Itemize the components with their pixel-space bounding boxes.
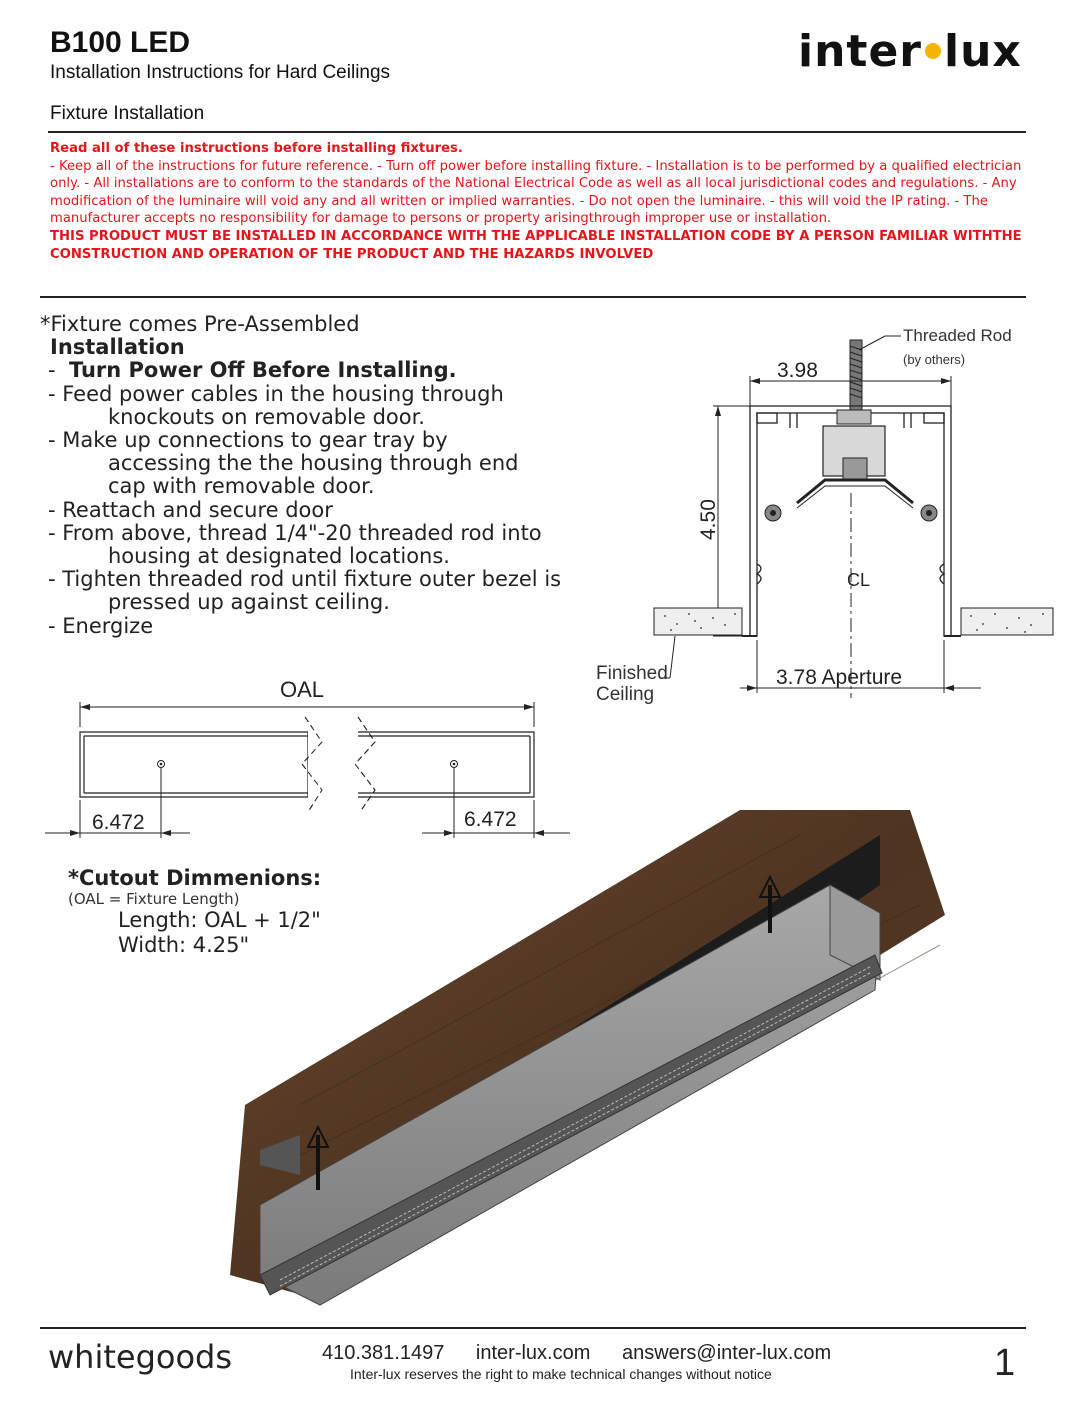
logo-left: inter <box>798 26 922 77</box>
section-drawing <box>585 318 1055 713</box>
whitegoods-brand: whitegoods <box>48 1338 233 1376</box>
left-offset-dimension: 6.472 <box>92 811 145 834</box>
cutout-note: (OAL = Fixture Length) <box>68 890 240 908</box>
aperture-arrow-left <box>747 685 757 691</box>
warnings-divider <box>40 296 1026 298</box>
width-dimension: 3.98 <box>777 359 818 382</box>
document-subtitle: Installation Instructions for Hard Ceilings <box>50 62 391 83</box>
read-all-notice: Read all of these instructions before installing fixtures. <box>50 141 463 156</box>
step-continuation: pressed up against ceiling. <box>108 590 390 615</box>
installation-steps <box>40 383 561 638</box>
installation-instructions <box>40 313 561 638</box>
height-dimension: 4.50 <box>697 499 720 540</box>
right-offset-dimension: 6.472 <box>464 808 517 831</box>
contact-info <box>322 1342 857 1365</box>
logo-dot <box>925 43 941 59</box>
height-arrow-top <box>715 406 721 416</box>
document-title: B100 LED <box>50 26 191 59</box>
oal-arrow-right <box>524 704 534 710</box>
step-line: - Energize <box>48 613 154 638</box>
logo-right: lux <box>943 26 1022 77</box>
ceiling-label: Ceiling <box>596 684 655 705</box>
step-line: - Reattach and secure door <box>48 497 333 522</box>
footer-divider <box>40 1327 1026 1329</box>
step-continuation: accessing the the housing through end <box>108 451 519 476</box>
threaded-rod <box>850 340 862 410</box>
website-link[interactable]: inter-lux.com <box>475 1342 591 1364</box>
phone-number: 410.381.1497 <box>322 1342 445 1364</box>
safety-warnings <box>50 140 1055 263</box>
width-arrow-right <box>941 378 951 384</box>
fixture-plan-body <box>80 732 534 797</box>
page-number: 1 <box>994 1342 1016 1384</box>
aperture-arrow-right <box>944 685 954 691</box>
ceiling-left <box>654 608 742 635</box>
cutout-length: Length: OAL + 1/2" <box>118 908 321 932</box>
threaded-rod-leader <box>859 336 885 350</box>
step-line: - Make up connections to gear tray by <box>48 428 448 453</box>
ceiling-right <box>961 608 1053 635</box>
oal-arrow-left <box>80 704 90 710</box>
aperture-dimension: 3.78 Aperture <box>776 666 903 689</box>
step-continuation: cap with removable door. <box>108 474 375 499</box>
break-gap <box>308 728 358 801</box>
oal-label: OAL <box>280 677 325 702</box>
left-dim-arrow-b <box>161 830 171 836</box>
email-link[interactable]: answers@inter-lux.com <box>621 1342 832 1364</box>
change-notice: Inter-lux reserves the right to make technical changes without notice <box>350 1366 772 1382</box>
by-others-label: (by others) <box>903 352 966 367</box>
step-line: - Tighten threaded rod until fixture outer bezel is <box>48 567 562 592</box>
installation-illustration <box>200 805 960 1315</box>
left-dim-arrow-a <box>70 830 80 836</box>
section-title: Fixture Installation <box>50 103 205 124</box>
warning-body: - Keep all of the instructions for future reference. - Turn off power before installing fixture. - Installation is to be performed by a qualified electrician only. - All installations are to conform to the standards of the National Electrical Code as well as all local jurisdictional codes and regulations. - Any modification of the luminaire will void any and all written or implied warranties. - Do not open the luminaire. - this will void the IP rating. - The manufacturer accepts no responsibility for damage to persons or property arisingthrough improper use or installation. <box>50 158 1022 227</box>
finished-label: Finished <box>596 663 668 684</box>
power-off-step: - Turn Power Off Before Installing. <box>48 358 457 383</box>
finished-ceiling-leader <box>670 636 675 678</box>
mount-point-left-center <box>160 763 163 766</box>
cutout-width: Width: 4.25" <box>118 933 250 957</box>
step-line: - From above, thread 1/4"-20 threaded rod into <box>48 520 542 545</box>
step-continuation: housing at designated locations. <box>108 544 450 569</box>
step-line: - Feed power cables in the housing through <box>48 381 504 406</box>
cutout-heading: *Cutout Dimmenions: <box>68 866 322 890</box>
code-notice: THIS PRODUCT MUST BE INSTALLED IN ACCORDANCE WITH THE APPLICABLE INSTALLATION CODE BY A PERSON FAMILIAR WITHTHE CONSTRUCTION AND OPERATION OF THE PRODUCT AND THE HAZARDS INVOLVED <box>50 228 1022 262</box>
interlux-logo <box>798 26 1022 77</box>
preassembled-note: *Fixture comes Pre-Assembled <box>40 312 360 336</box>
header-divider <box>48 131 1026 133</box>
power-off-text: Turn Power Off Before Installing. <box>68 358 457 383</box>
mount-point-right-center <box>453 763 456 766</box>
installation-heading: Installation <box>50 335 185 360</box>
centerline-label: CL <box>847 570 871 590</box>
step-continuation: knockouts on removable door. <box>108 404 425 429</box>
threaded-rod-label: Threaded Rod <box>903 326 1012 345</box>
width-arrow-left <box>750 378 760 384</box>
